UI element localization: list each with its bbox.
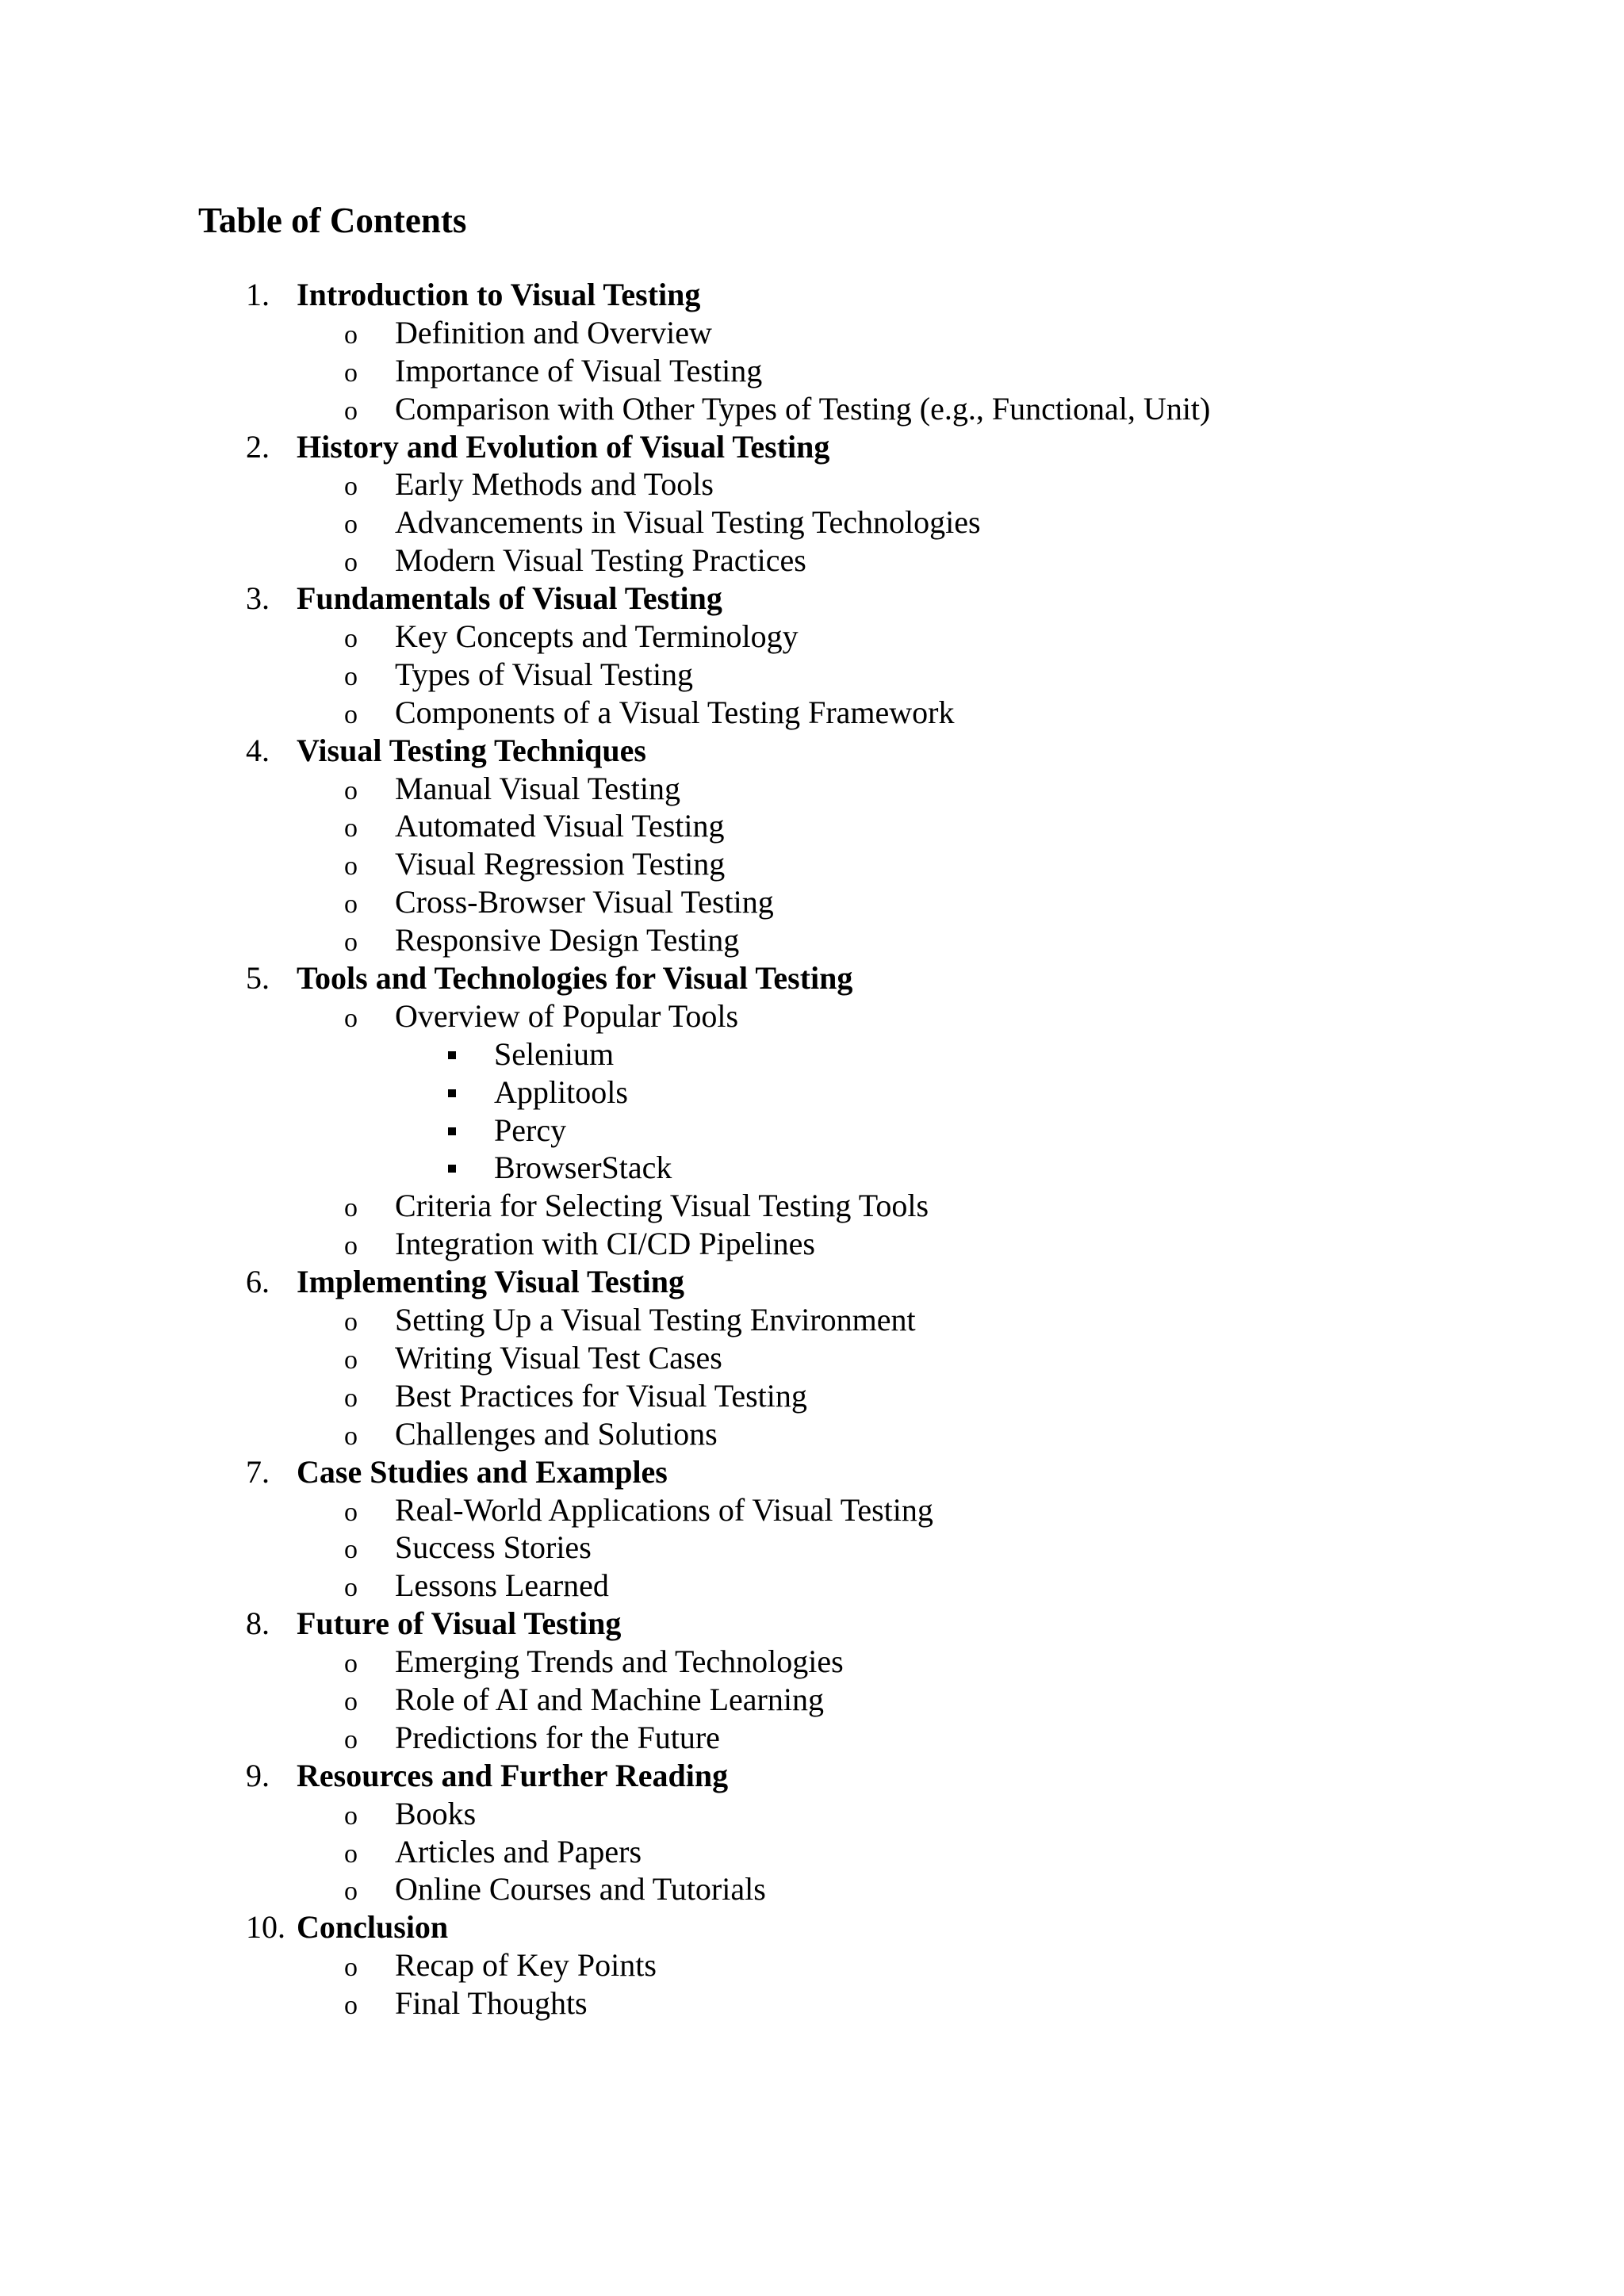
subsection-title: Comparison with Other Types of Testing (e.g., Functional, Unit) (395, 390, 1211, 427)
hollow-bullet-icon: o (344, 1383, 358, 1413)
toc-subsection (0, 1681, 1624, 1719)
hollow-bullet-icon: o (344, 396, 358, 426)
hollow-bullet-icon: o (344, 928, 358, 958)
square-bullet-icon (448, 1165, 456, 1173)
page-title: Table of Contents (198, 201, 467, 240)
section-title: History and Evolution of Visual Testing (297, 428, 830, 465)
toc-subsubsection (0, 1112, 1624, 1150)
section-title: Implementing Visual Testing (297, 1264, 685, 1300)
square-bullet-icon (448, 1127, 456, 1135)
subsection-title: Predictions for the Future (395, 1719, 720, 1755)
subsection-title: Challenges and Solutions (395, 1415, 718, 1452)
hollow-bullet-icon: o (344, 1686, 358, 1716)
hollow-bullet-icon: o (344, 1991, 358, 2021)
subsection-title: Lessons Learned (395, 1567, 609, 1604)
section-title: Conclusion (297, 1909, 449, 1946)
tool-name: BrowserStack (494, 1150, 672, 1186)
toc-section (0, 1605, 1624, 1643)
toc-section (0, 732, 1624, 770)
subsection-title: Online Courses and Tutorials (395, 1871, 766, 1908)
hollow-bullet-icon: o (344, 472, 358, 502)
hollow-bullet-icon: o (344, 1421, 358, 1451)
hollow-bullet-icon: o (344, 661, 358, 691)
toc-section (0, 1757, 1624, 1795)
toc-section (0, 1908, 1624, 1946)
toc-subsection (0, 314, 1624, 352)
subsection-title: Modern Visual Testing Practices (395, 542, 806, 579)
section-title: Future of Visual Testing (297, 1605, 622, 1642)
tool-name: Selenium (494, 1035, 615, 1072)
subsection-title: Manual Visual Testing (395, 770, 680, 806)
subsection-title: Setting Up a Visual Testing Environment (395, 1302, 916, 1338)
toc-section (0, 959, 1624, 997)
toc-list (0, 276, 1624, 2022)
section-number: 10. (246, 1909, 285, 1946)
hollow-bullet-icon: o (344, 1307, 358, 1337)
toc-subsection (0, 1339, 1624, 1377)
toc-subsection (0, 1870, 1624, 1908)
subsection-title: Recap of Key Points (395, 1947, 657, 1984)
subsection-title: Final Thoughts (395, 1985, 588, 2022)
toc-section (0, 1263, 1624, 1301)
subsection-title: Definition and Overview (395, 314, 712, 350)
hollow-bullet-icon: o (344, 1649, 358, 1679)
tool-name: Percy (494, 1112, 567, 1148)
hollow-bullet-icon: o (344, 1003, 358, 1033)
toc-section (0, 580, 1624, 618)
tool-name: Applitools (494, 1073, 628, 1110)
hollow-bullet-icon: o (344, 851, 358, 882)
toc-subsection (0, 770, 1624, 808)
subsection-title: Early Methods and Tools (395, 466, 714, 503)
toc-section (0, 428, 1624, 466)
toc-subsubsection (0, 1035, 1624, 1073)
toc-subsection (0, 1833, 1624, 1871)
toc-subsection (0, 1415, 1624, 1453)
square-bullet-icon (448, 1051, 456, 1059)
hollow-bullet-icon: o (344, 624, 358, 654)
hollow-bullet-icon: o (344, 1535, 358, 1565)
toc-subsection (0, 618, 1624, 656)
subsection-title: Overview of Popular Tools (395, 997, 739, 1034)
toc-subsection (0, 1643, 1624, 1681)
toc-subsection (0, 1529, 1624, 1567)
toc-section (0, 1453, 1624, 1491)
section-title: Case Studies and Examples (297, 1453, 668, 1490)
subsection-title: Key Concepts and Terminology (395, 618, 799, 655)
section-title: Fundamentals of Visual Testing (297, 580, 722, 617)
toc-subsubsection (0, 1073, 1624, 1112)
toc-subsection (0, 1491, 1624, 1529)
hollow-bullet-icon: o (344, 1953, 358, 1983)
subsection-title: Role of AI and Machine Learning (395, 1681, 824, 1717)
section-title: Tools and Technologies for Visual Testing (297, 960, 853, 997)
hollow-bullet-icon: o (344, 813, 358, 844)
toc-subsection (0, 1377, 1624, 1415)
subsection-title: Best Practices for Visual Testing (395, 1377, 807, 1414)
toc-subsection (0, 997, 1624, 1035)
subsection-title: Automated Visual Testing (395, 808, 725, 844)
section-number: 3. (246, 580, 270, 617)
toc-section (0, 276, 1624, 314)
toc-subsection (0, 1719, 1624, 1757)
toc-subsection (0, 541, 1624, 580)
square-bullet-icon (448, 1089, 456, 1097)
toc-subsection (0, 352, 1624, 390)
hollow-bullet-icon: o (344, 890, 358, 920)
hollow-bullet-icon: o (344, 1231, 358, 1261)
hollow-bullet-icon: o (344, 1877, 358, 1907)
toc-subsection (0, 1225, 1624, 1263)
hollow-bullet-icon: o (344, 775, 358, 806)
toc-subsection (0, 845, 1624, 883)
section-title: Resources and Further Reading (297, 1757, 729, 1793)
hollow-bullet-icon: o (344, 1193, 358, 1223)
toc-subsection (0, 883, 1624, 921)
subsection-title: Responsive Design Testing (395, 922, 740, 959)
hollow-bullet-icon: o (344, 358, 358, 388)
section-number: 4. (246, 732, 270, 768)
section-number: 7. (246, 1453, 270, 1490)
toc-subsection (0, 694, 1624, 732)
toc-subsubsection (0, 1149, 1624, 1187)
subsection-title: Advancements in Visual Testing Technologies (395, 504, 981, 541)
toc-subsection (0, 1567, 1624, 1605)
subsection-title: Emerging Trends and Technologies (395, 1644, 844, 1680)
subsection-title: Books (395, 1795, 477, 1831)
section-number: 1. (246, 277, 270, 312)
toc-subsection (0, 1984, 1624, 2022)
subsection-title: Importance of Visual Testing (395, 352, 763, 388)
section-number: 2. (246, 428, 270, 465)
subsection-title: Cross-Browser Visual Testing (395, 884, 774, 920)
toc-subsection (0, 656, 1624, 694)
hollow-bullet-icon: o (344, 1497, 358, 1527)
subsection-title: Articles and Papers (395, 1833, 642, 1869)
section-number: 6. (246, 1264, 270, 1300)
section-number: 8. (246, 1605, 270, 1642)
toc-subsection (0, 807, 1624, 845)
hollow-bullet-icon: o (344, 1839, 358, 1869)
toc-subsection (0, 1946, 1624, 1984)
toc-subsection (0, 1301, 1624, 1339)
subsection-title: Writing Visual Test Cases (395, 1339, 722, 1376)
section-title: Visual Testing Techniques (297, 732, 646, 768)
hollow-bullet-icon: o (344, 1800, 358, 1831)
hollow-bullet-icon: o (344, 1724, 358, 1755)
subsection-title: Real-World Applications of Visual Testing (395, 1491, 933, 1528)
section-title: Introduction to Visual Testing (297, 277, 701, 312)
toc-subsection (0, 390, 1624, 428)
subsection-title: Components of a Visual Testing Framework (395, 694, 955, 730)
subsection-title: Visual Regression Testing (395, 846, 726, 882)
subsection-title: Integration with CI/CD Pipelines (395, 1226, 815, 1262)
section-number: 9. (246, 1757, 270, 1793)
toc-subsection (0, 1795, 1624, 1833)
hollow-bullet-icon: o (344, 1573, 358, 1603)
subsection-title: Criteria for Selecting Visual Testing Tools (395, 1188, 929, 1224)
toc-subsection (0, 465, 1624, 503)
toc-subsection (0, 921, 1624, 959)
section-number: 5. (246, 960, 270, 997)
toc-subsection (0, 1187, 1624, 1225)
hollow-bullet-icon: o (344, 1345, 358, 1375)
toc-subsection (0, 503, 1624, 541)
hollow-bullet-icon: o (344, 548, 358, 578)
hollow-bullet-icon: o (344, 510, 358, 540)
subsection-title: Success Stories (395, 1529, 592, 1566)
subsection-title: Types of Visual Testing (395, 656, 694, 692)
hollow-bullet-icon: o (344, 320, 358, 350)
hollow-bullet-icon: o (344, 699, 358, 729)
